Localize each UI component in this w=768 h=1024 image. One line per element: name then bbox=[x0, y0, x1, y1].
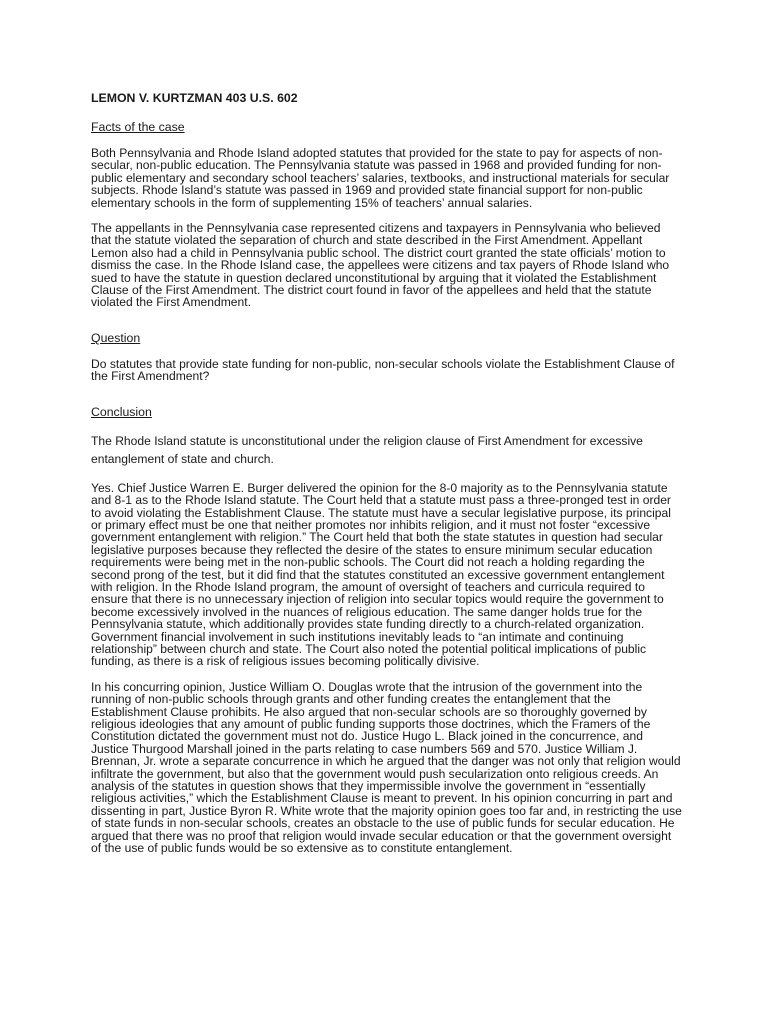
facts-heading: Facts of the case bbox=[91, 120, 185, 134]
facts-paragraph-2: The appellants in the Pennsylvania case represented citizens and taxpayers in Pennsylvania who believed that the statute violated the separation of church and state described in the First Amendment. Appellant Lemon also had a child in Pennsylvania public school. The district court granted the state officials’ motion to dismiss the case. In the Rhode Island case, the appellees were citizens and tax payers of Rhode Island who sued to have the statute in question declared unconstitutional by arguing that it violated the Establishment Clause of the First Amendment. The district court found in favor of the appellees and held that the statute violated the First Amendment. bbox=[91, 221, 670, 310]
conclusion-paragraph-3: In his concurring opinion, Justice William O. Douglas wrote that the intrusion of the government into the running of non-public schools through grants and other funding creates the entanglement that the Establishment Clause prohibits. He also argued that non-secular schools are so thoroughly governed by religious ideologies that any amount of public funding supports those doctrines, which the Framers of the Constitution dictated the government must not do. Justice Hugo L. Black joined in the concurrence, and Justice Thurgood Marshall joined in the parts relating to case numbers 569 and 570. Justice William J. Brennan, Jr. wrote a separate concurrence in which he argued that the danger was not only that religion would infiltrate the government, but also that the government would push secularization onto religious creeds. An analysis of the statutes in question shows that they impermissible involve the government in “essentially religious activities,” which the Establishment Clause is meant to prevent. In his opinion concurring in part and dissenting in part, Justice Byron R. White wrote that the majority opinion goes too far and, in restricting the use of state funds in non-secular schools, creates an obstacle to the use of public funds for secular education. He argued that there was no proof that religion would invade secular education or that the government oversight of the use of public funds would be so extensive as to constitute entanglement. bbox=[91, 679, 682, 856]
question-heading: Question bbox=[91, 330, 141, 345]
document-title: LEMON V. KURTZMAN 403 U.S. 602 bbox=[91, 91, 298, 105]
conclusion-paragraph-2: Yes. Chief Justice Warren E. Burger delivered the opinion for the 8-0 majority as to the Pennsylvania statute and 8-1 as to the Rhode Island statute. The Court held that a statute must pass a three-pronged test in order to avoid violating the Establishment Clause. The statute must have a secular legislative purpose, its principal or primary effect must be one that neither promotes nor inhibits religion, and it must not foster “excessive government entanglement with religion.” The Court held that both the state statutes in question had secular legislative purposes because they reflected the desire of the states to ensure minimum secular education requirements were being met in the non-public schools. The Court did not reach a holding regarding the second prong of the test, but it did find that the statutes constituted an excessive government entanglement with religion. In the Rhode Island program, the amount of oversight of teachers and curricula required to ensure that there is no unnecessary injection of religion into secular topics would require the government to become excessively involved in the nuances of religious education. The same danger holds true for the Pennsylvania statute, which additionally provides state funding directly to a church-related organization. Government financial involvement in such institutions inevitably leads to “an intimate and continuing relationship” between church and state. The Court also noted the potential political implications of public funding, as there is a risk of religious issues becoming politically divisive. bbox=[91, 480, 671, 669]
facts-paragraph-1: Both Pennsylvania and Rhode Island adopted statutes that provided for the state to pay for aspects of non-secular, non-public education. The Pennsylvania statute was passed in 1968 and provided funding for non-public elementary and secondary school teachers’ salaries, textbooks, and instructional materials for secular subjects. Rhode Island’s statute was passed in 1969 and provided state financial support for non-public elementary schools in the form of supplementing 15% of teachers’ annual salaries. bbox=[91, 146, 670, 210]
conclusion-heading: Conclusion bbox=[91, 404, 152, 419]
question-paragraph: Do statutes that provide state funding for non-public, non-secular schools violate the Establishment Clause of the First Amendment? bbox=[91, 356, 675, 384]
conclusion-paragraph-1: The Rhode Island statute is unconstitutional under the religion clause of First Amendment for excessive entanglement of state and church. bbox=[91, 433, 643, 467]
